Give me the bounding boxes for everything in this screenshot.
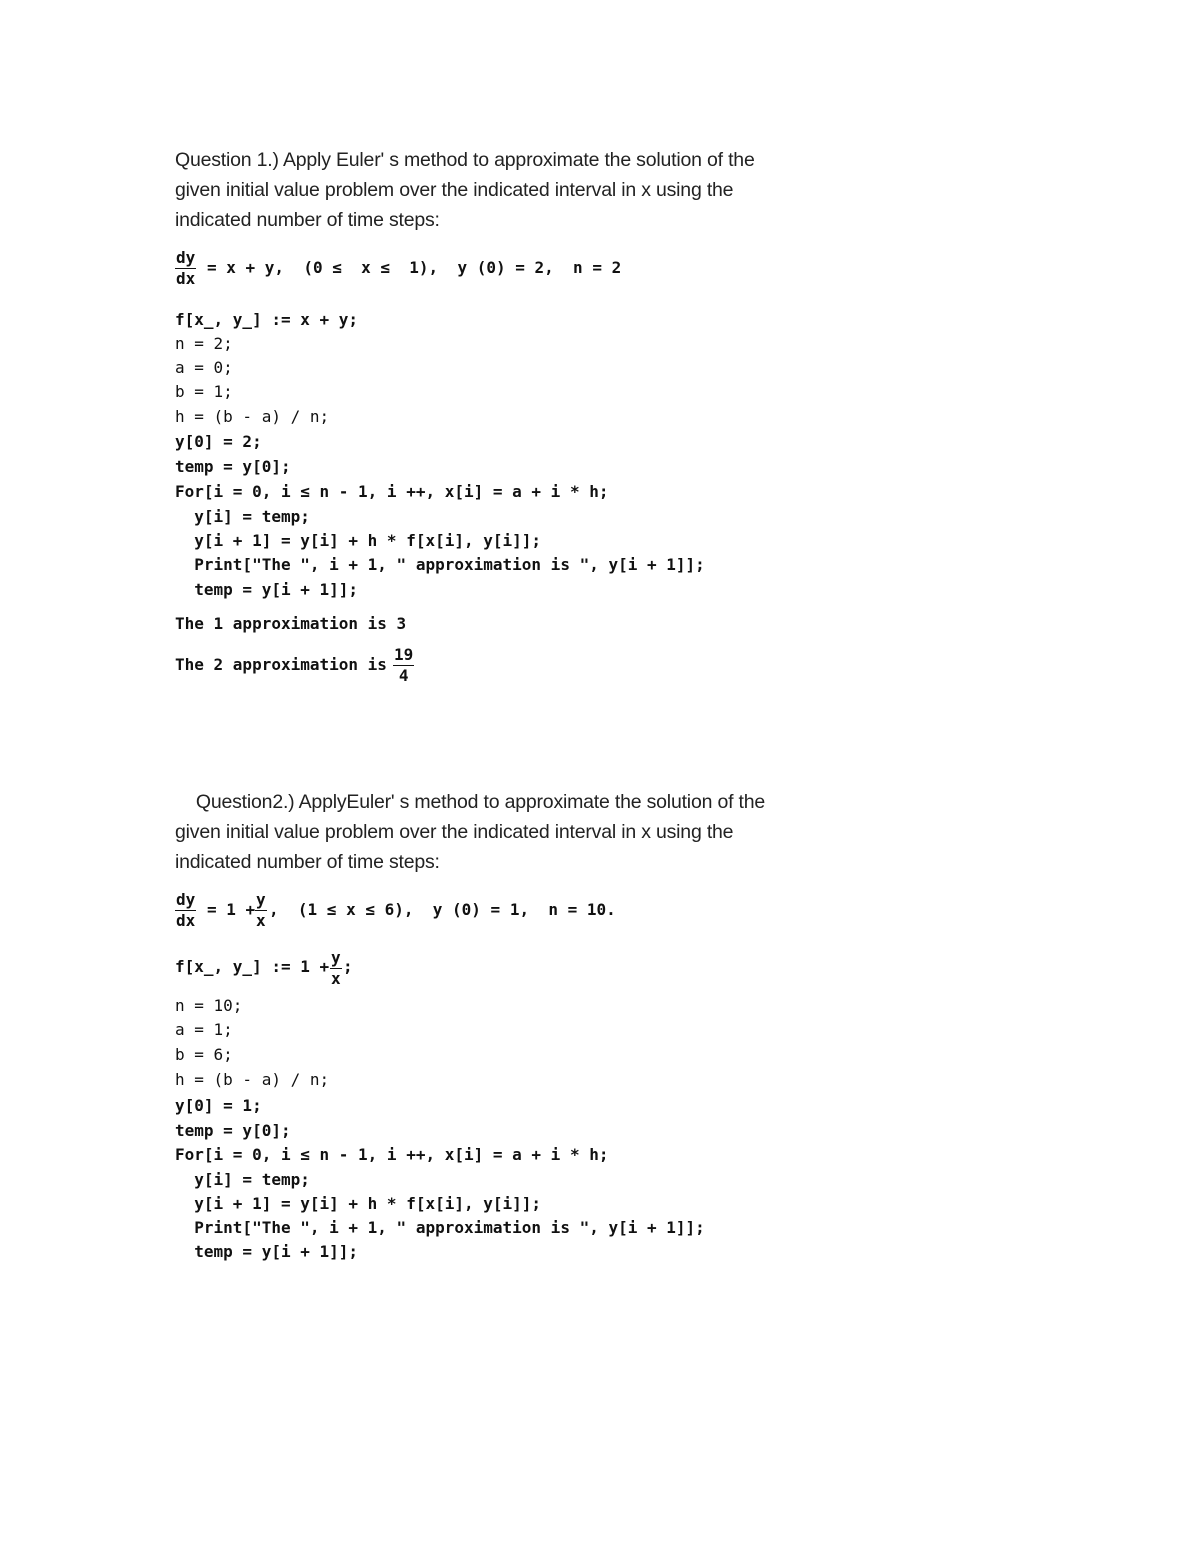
code-line: b = 1; xyxy=(175,382,233,401)
q1-prose xyxy=(175,145,755,235)
q2-ode-derivative xyxy=(175,890,196,931)
code-line: y[i] = temp; xyxy=(175,507,310,526)
fraction-den: x xyxy=(331,969,341,988)
code-line: For[i = 0, i ≤ n - 1, i ++, x[i] = a + i * h; xyxy=(175,482,609,501)
code-line: a = 1; xyxy=(175,1020,233,1039)
fraction-num: 19 xyxy=(394,645,414,664)
q2-prose-line: given initial value problem over the indicated interval in x using the xyxy=(175,821,734,843)
code-line: y[i + 1] = y[i] + h * f[x[i], y[i]]; xyxy=(175,531,542,550)
code-line: n = 10; xyxy=(175,996,243,1015)
fraction-den: x xyxy=(256,911,266,930)
output-line: The 2 approximation is xyxy=(175,655,387,674)
code-line: b = 6; xyxy=(175,1045,233,1064)
fraction-den: 4 xyxy=(398,666,409,685)
q2-ode-rhs: , (1 ≤ x ≤ 6), y (0) = 1, n = 10. xyxy=(269,900,616,919)
code-line: y[i + 1] = y[i] + h * f[x[i], y[i]]; xyxy=(175,1194,542,1213)
code-line: Print["The ", i + 1, " approximation is ", y[i + 1]]; xyxy=(175,555,705,574)
code-line: y[0] = 1; xyxy=(175,1096,262,1115)
q2-ode-mid: = 1 + xyxy=(207,900,256,919)
q1-ode-num: dy xyxy=(176,248,196,267)
q1-ode-den: dx xyxy=(176,269,196,288)
code-line: For[i = 0, i ≤ n - 1, i ++, x[i] = a + i * h; xyxy=(175,1145,609,1164)
q1-prose-line: indicated number of time steps: xyxy=(175,209,440,231)
q2-f-def-lhs: f[x_, y_] := 1 + xyxy=(175,957,330,976)
q2-ode-den: dx xyxy=(176,911,196,930)
code-line: a = 0; xyxy=(175,358,233,377)
code-line: y[i] = temp; xyxy=(175,1170,310,1189)
output-line: The 1 approximation is 3 xyxy=(175,614,407,633)
q2-prose xyxy=(175,787,765,877)
code-line: temp = y[0]; xyxy=(175,457,291,476)
q2-f-def-tail: ; xyxy=(343,957,353,976)
q1-ode-rhs: = x + y, (0 ≤ x ≤ 1), y (0) = 2, n = 2 xyxy=(207,258,622,277)
q1-prose-line: given initial value problem over the indicated interval in x using the xyxy=(175,179,734,201)
code-line: temp = y[i + 1]]; xyxy=(175,580,359,599)
code-line: f[x_, y_] := x + y; xyxy=(175,310,359,329)
code-line: y[0] = 2; xyxy=(175,432,262,451)
q1-ode-derivative xyxy=(175,248,196,289)
code-line: Print["The ", i + 1, " approximation is ", y[i + 1]]; xyxy=(175,1218,705,1237)
code-line: h = (b - a) / n; xyxy=(175,407,330,426)
fraction-num: y xyxy=(256,890,266,909)
code-line: n = 2; xyxy=(175,334,233,353)
q2-ode-num: dy xyxy=(176,890,196,909)
fraction-num: y xyxy=(331,948,341,967)
q2-prose-line: Question2.) ApplyEuler' s method to approximate the solution of the xyxy=(175,791,766,813)
q2-f-def-fraction xyxy=(330,948,342,989)
code-line: temp = y[0]; xyxy=(175,1121,291,1140)
q1-output-fraction xyxy=(393,645,414,686)
q1-prose-line: Question 1.) Apply Euler' s method to approximate the solution of the xyxy=(175,149,755,171)
q2-prose-line: indicated number of time steps: xyxy=(175,851,440,873)
q2-ode-fraction xyxy=(255,890,267,931)
code-line: temp = y[i + 1]]; xyxy=(175,1242,359,1261)
code-line: h = (b - a) / n; xyxy=(175,1070,330,1089)
